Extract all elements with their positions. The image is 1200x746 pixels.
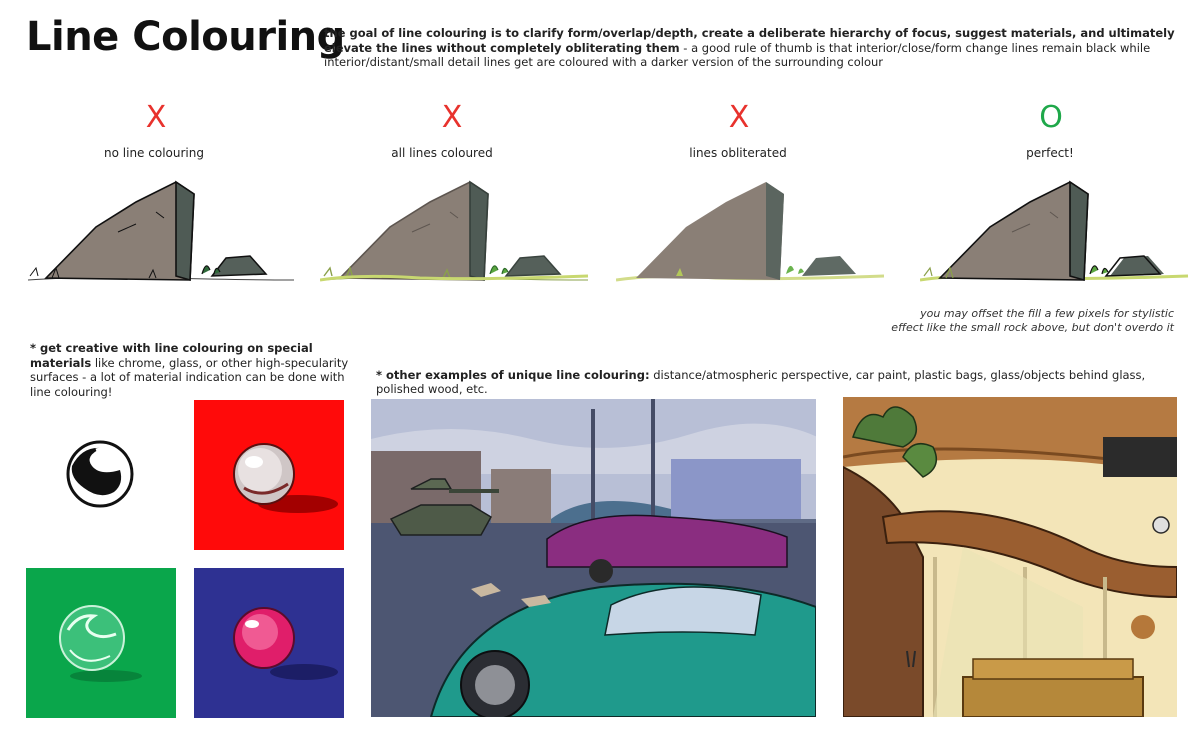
rock-illustration-lines-obliterated	[616, 172, 886, 292]
example-1-caption: no line colouring	[104, 146, 204, 160]
example-4-mark: O	[1039, 100, 1063, 135]
other-note-rest: distance/atmospheric perspective, car paint, plastic bags, glass/objects behind glass, polished wood, etc.	[376, 368, 1146, 396]
offset-note-line-1: you may offset the fill a few pixels for stylistic	[920, 307, 1174, 320]
example-2-mark: X	[441, 100, 463, 135]
example-4-caption: perfect!	[1026, 146, 1074, 160]
rock-illustration-perfect	[920, 172, 1190, 292]
example-3-mark: X	[728, 100, 750, 135]
red-glossy-sphere-tile	[194, 400, 344, 550]
materials-note	[30, 341, 350, 399]
page-title: Line Colouring	[26, 14, 345, 60]
glass-sphere-tile	[26, 568, 176, 718]
chrome-sphere-tile	[26, 400, 176, 550]
rock-illustration-all-lines-coloured	[320, 172, 590, 292]
interior-glass-wood-scene	[843, 397, 1177, 717]
parking-lot-car-scene	[371, 399, 816, 717]
intro-bold: the goal of line colouring is to clarify form/overlap/depth, create a deliberate hierarchy of focus, suggest materials, and ultimately elevate the lines without completely obliterating them	[324, 26, 1175, 55]
example-2-caption: all lines coloured	[391, 146, 493, 160]
intro-text	[324, 26, 1184, 70]
offset-note-line-2: effect like the small rock above, but don't overdo it	[891, 321, 1174, 334]
materials-note-bold: * get creative with line colouring on special materials	[30, 341, 313, 370]
intro-rest: - a good rule of thumb is that interior/close/form change lines remain black while interior/distant/small detail lines get are coloured with a darker version of the surrounding colour	[324, 40, 1151, 69]
other-note-bold: * other examples of unique line colouring:	[376, 368, 650, 382]
materials-note-rest: like chrome, glass, or other high-specularity surfaces - a lot of material indication can be done with line colouring!	[30, 355, 349, 399]
rock-illustration-no-line-colouring	[26, 172, 296, 292]
offset-note	[890, 307, 1174, 335]
pink-glossy-sphere-tile	[194, 568, 344, 718]
example-3-caption: lines obliterated	[689, 146, 787, 160]
other-examples-note	[376, 368, 1176, 396]
example-1-mark: X	[145, 100, 167, 135]
